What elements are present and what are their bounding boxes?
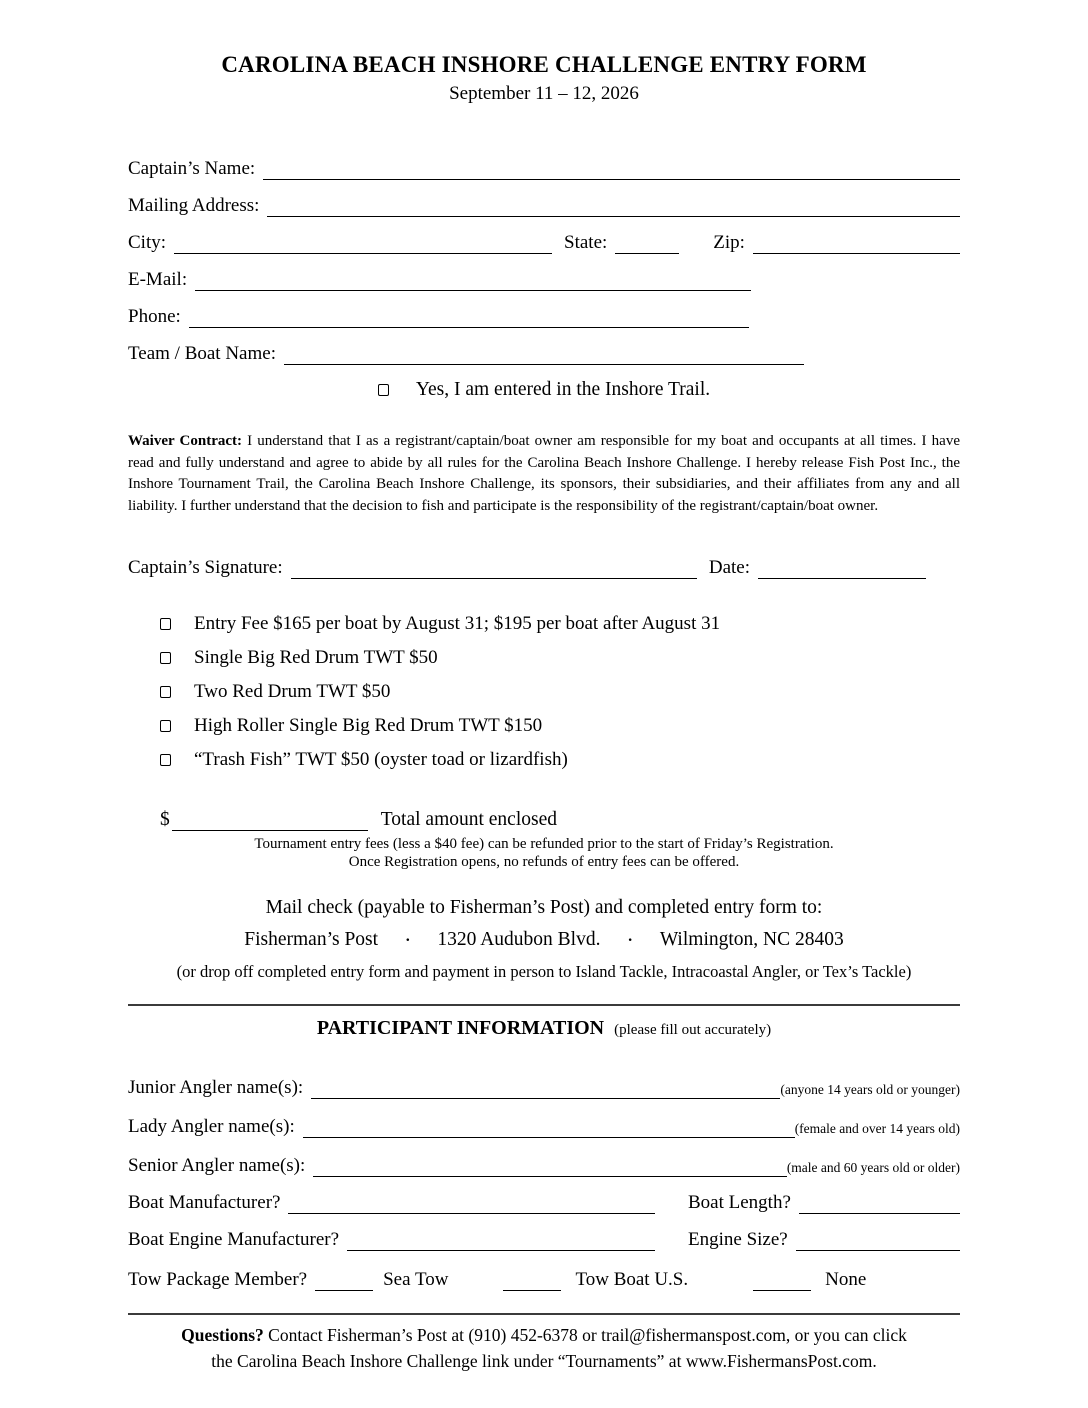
dropoff-note: (or drop off completed entry form and payment in person to Island Tackle, Intracoastal Angler, or Tex’s Tackle)	[176, 962, 912, 982]
inshore-trail-label: Yes, I am entered in the Inshore Trail.	[415, 379, 711, 400]
state-input[interactable]	[615, 232, 679, 254]
captains-name-row	[128, 143, 960, 180]
team-boat-row	[128, 328, 960, 365]
lady-angler-input[interactable]	[303, 1116, 795, 1138]
zip-input[interactable]	[753, 232, 960, 254]
participant-heading-row	[128, 1017, 960, 1040]
trash-fish-checkbox[interactable]	[160, 754, 171, 766]
engine-manufacturer-row	[128, 1214, 960, 1251]
total-amount-row	[128, 799, 960, 831]
questions-label: Questions?	[181, 1325, 264, 1346]
tow-none-label: None	[825, 1269, 867, 1291]
phone-row	[128, 291, 960, 328]
participant-section	[128, 1060, 960, 1291]
fee-options-section	[128, 607, 960, 777]
mail-city-state-zip: Wilmington, NC 28403	[659, 929, 844, 951]
boat-manufacturer-group	[128, 1192, 655, 1214]
entry-fee-label: Entry Fee $165 per boat by August 31; $195 per boat after August 31	[194, 613, 721, 635]
questions-footer	[128, 1322, 960, 1374]
date-input[interactable]	[758, 557, 926, 579]
mailing-address-input[interactable]	[267, 195, 960, 217]
tow-boat-us-label: Tow Boat U.S.	[575, 1269, 689, 1291]
senior-angler-row	[128, 1138, 960, 1177]
waiver-body: I understand that I as a registrant/captain/boat owner am responsible for my boat and occupants at all times. I have read and fully understand and agree to abide by all rules for the Carolina Beach Inshore Challenge. I hereby release Fish Post Inc., the Inshore Tournament Trail, the Carolina Beach Inshore Challenge, its sponsors, their subsidiaries, and their affiliates from any and all liability. I further understand that the decision to fish and participate is the responsibility of the registrant/captain/boat owner.	[128, 433, 960, 514]
participant-heading-note: (please fill out accurately)	[614, 1022, 772, 1039]
two-red-drum-label: Two Red Drum TWT $50	[194, 681, 391, 703]
contact-section	[128, 143, 960, 365]
refund-note-line1: Tournament entry fees (less a $40 fee) can be refunded prior to the start of Friday’s Registration.	[254, 836, 834, 853]
form-date-range: September 11 – 12, 2026	[449, 83, 639, 104]
lady-angler-row	[128, 1099, 960, 1138]
captains-name-input[interactable]	[263, 158, 960, 180]
waiver-label: Waiver Contract:	[128, 433, 242, 449]
junior-angler-label: Junior Angler name(s):	[128, 1077, 304, 1099]
city-state-zip-row	[128, 217, 960, 254]
tow-boat-us-input[interactable]	[503, 1269, 561, 1291]
senior-angler-input[interactable]	[313, 1155, 787, 1177]
junior-angler-note: (anyone 14 years old or younger)	[780, 1082, 960, 1098]
engine-manufacturer-label: Boat Engine Manufacturer?	[128, 1229, 340, 1251]
captains-name-label: Captain’s Name:	[128, 158, 256, 179]
boat-manufacturer-row	[128, 1177, 960, 1214]
phone-input[interactable]	[189, 306, 749, 328]
refund-note	[128, 836, 960, 871]
captains-signature-input[interactable]	[291, 557, 697, 579]
junior-angler-input[interactable]	[311, 1077, 780, 1099]
state-label: State:	[564, 232, 608, 253]
single-big-red-drum-checkbox[interactable]	[160, 652, 171, 664]
tow-none-input[interactable]	[753, 1269, 811, 1291]
phone-label: Phone:	[128, 306, 181, 327]
mailing-address-row	[128, 180, 960, 217]
trash-fish-label: “Trash Fish” TWT $50 (oyster toad or lizardfish)	[194, 749, 568, 771]
inshore-trail-checkbox[interactable]	[378, 384, 389, 396]
section-divider	[128, 1004, 960, 1006]
captains-signature-label: Captain’s Signature:	[128, 557, 283, 579]
questions-line1	[128, 1322, 960, 1348]
single-big-red-drum-label: Single Big Red Drum TWT $50	[194, 647, 438, 669]
tow-package-row	[128, 1251, 960, 1291]
participant-heading: PARTICIPANT INFORMATION	[316, 1017, 605, 1040]
mailing-address-label: Mailing Address:	[128, 195, 260, 216]
lady-angler-label: Lady Angler name(s):	[128, 1116, 295, 1138]
fee-option-row	[128, 675, 960, 709]
zip-label: Zip:	[713, 232, 745, 253]
email-input[interactable]	[195, 269, 751, 291]
fee-option-row	[128, 641, 960, 675]
high-roller-label: High Roller Single Big Red Drum TWT $150	[194, 715, 543, 737]
separator-dot: ·	[405, 932, 411, 950]
mail-street: 1320 Audubon Blvd.	[437, 929, 601, 951]
questions-text1: Contact Fisherman’s Post at (910) 452-6378 or trail@fishermanspost.com, or you can click	[268, 1325, 907, 1346]
fee-option-row	[128, 709, 960, 743]
team-boat-label: Team / Boat Name:	[128, 343, 276, 364]
junior-angler-row	[128, 1060, 960, 1099]
engine-manufacturer-input[interactable]	[347, 1229, 655, 1251]
separator-dot: ·	[627, 932, 633, 950]
fee-option-row	[128, 607, 960, 641]
boat-length-input[interactable]	[799, 1192, 960, 1214]
entry-fee-checkbox[interactable]	[160, 618, 171, 630]
engine-size-group	[688, 1229, 960, 1251]
engine-manufacturer-group	[128, 1229, 655, 1251]
refund-note-line2: Once Registration opens, no refunds of entry fees can be offered.	[348, 853, 740, 870]
boat-length-label: Boat Length?	[688, 1192, 791, 1214]
two-red-drum-checkbox[interactable]	[160, 686, 171, 698]
engine-size-label: Engine Size?	[688, 1229, 788, 1251]
senior-angler-label: Senior Angler name(s):	[128, 1155, 306, 1177]
total-amount-label: Total amount enclosed	[380, 809, 558, 831]
signature-row	[128, 543, 960, 579]
city-input[interactable]	[174, 232, 552, 254]
email-row	[128, 254, 960, 291]
mail-recipient: Fisherman’s Post	[244, 929, 379, 951]
questions-line2: the Carolina Beach Inshore Challenge link under “Tournaments” at www.FishermansPost.com.	[211, 1351, 877, 1372]
team-boat-input[interactable]	[284, 343, 804, 365]
mail-address	[128, 929, 960, 951]
tow-package-label: Tow Package Member?	[128, 1269, 308, 1291]
boat-length-group	[688, 1192, 960, 1214]
lady-angler-note: (female and over 14 years old)	[794, 1121, 960, 1137]
boat-manufacturer-label: Boat Manufacturer?	[128, 1192, 281, 1214]
date-label: Date:	[708, 557, 750, 579]
mail-instruction: Mail check (payable to Fisherman’s Post) and completed entry form to:	[265, 897, 823, 919]
inshore-trail-row	[128, 375, 960, 405]
waiver-paragraph	[128, 431, 960, 517]
engine-size-input[interactable]	[796, 1229, 960, 1251]
fee-option-row	[128, 743, 960, 777]
form-header	[128, 52, 960, 105]
dollar-sign-label: $	[160, 809, 170, 831]
total-amount-input[interactable]	[172, 809, 368, 831]
high-roller-checkbox[interactable]	[160, 720, 171, 732]
boat-manufacturer-input[interactable]	[288, 1192, 655, 1214]
email-label: E-Mail:	[128, 269, 188, 290]
footer-divider	[128, 1313, 960, 1315]
sea-tow-label: Sea Tow	[383, 1269, 449, 1291]
sea-tow-input[interactable]	[315, 1269, 373, 1291]
form-title: CAROLINA BEACH INSHORE CHALLENGE ENTRY FORM	[221, 52, 867, 77]
senior-angler-note: (male and 60 years old or older)	[786, 1160, 960, 1176]
city-label: City:	[128, 232, 167, 253]
